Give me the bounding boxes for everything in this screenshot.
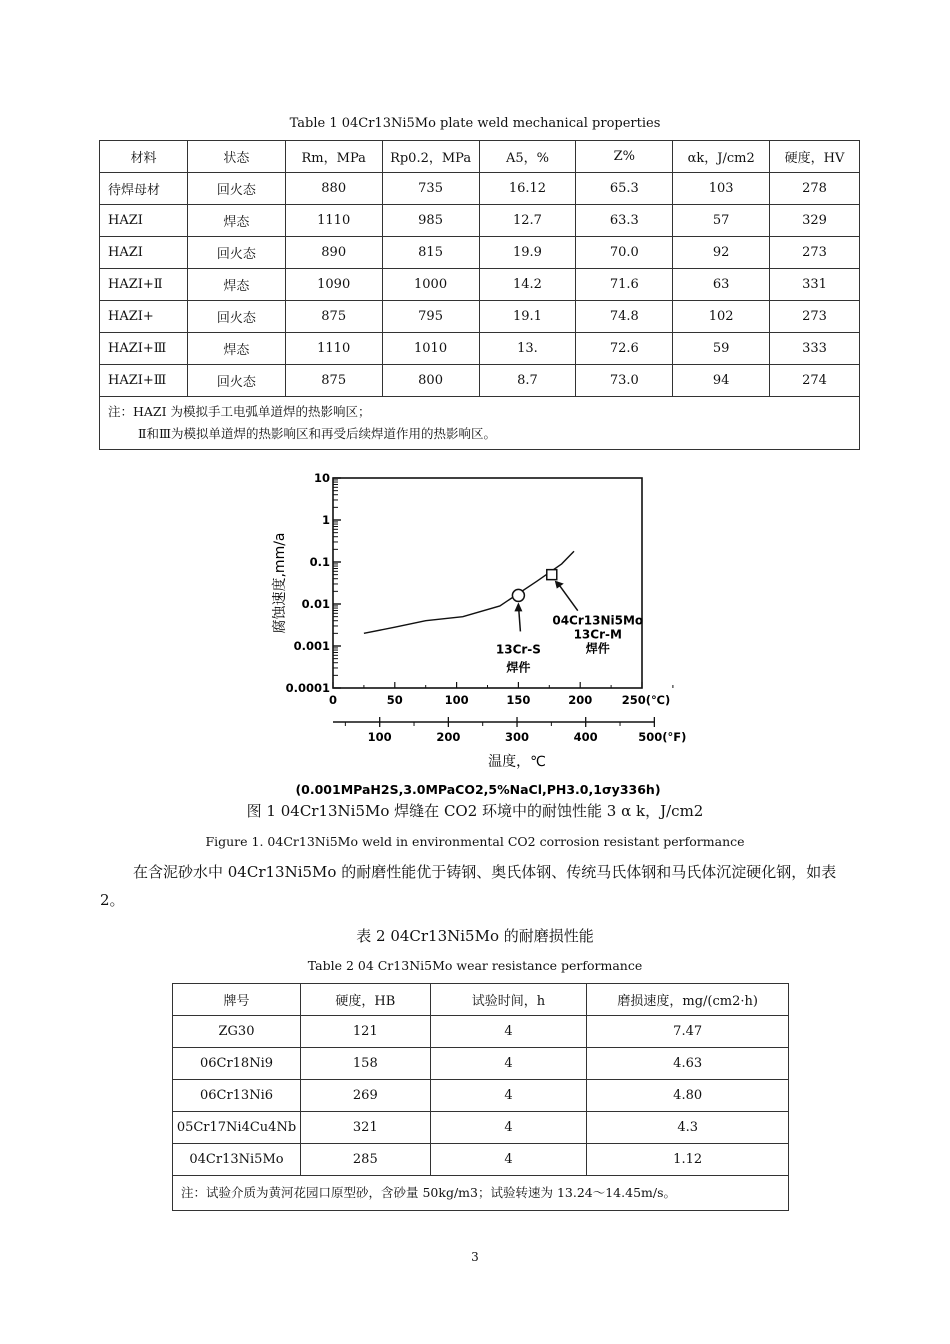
table2-cell: 4.3 (587, 1112, 789, 1144)
table1-cell: 19.9 (479, 237, 576, 269)
table1-cell: 焊态 (187, 269, 285, 301)
corrosion-chart (260, 468, 700, 798)
table1-cell: 70.0 (576, 237, 673, 269)
x-axis-title: 温度，℃ (488, 754, 546, 770)
table1-note-line1: 注：HAZI 为模拟手工电弧单道焊的热影响区； (108, 404, 371, 419)
table1-cell: 63.3 (576, 205, 673, 237)
table2-cell: 4.80 (587, 1080, 789, 1112)
table1-note-row (100, 397, 860, 450)
table2-cell: 285 (300, 1144, 430, 1176)
table1-note (100, 397, 860, 450)
table1-row (100, 365, 860, 397)
table1-row (100, 237, 860, 269)
y-tick-label: 0.1 (309, 555, 330, 569)
table2-header-cell: 磨损速度，mg/(cm2·h) (587, 984, 789, 1016)
y-tick-label: 0.001 (293, 639, 330, 653)
table2-cell: 7.47 (587, 1016, 789, 1048)
table1-cell: 焊态 (187, 333, 285, 365)
table1-row (100, 173, 860, 205)
table1-header-cell: Rp0.2，MPa (382, 141, 479, 173)
table2-row (173, 1080, 789, 1112)
table2-cell: 4 (430, 1016, 587, 1048)
table1-cell: 回火态 (187, 173, 285, 205)
table1-cell: 1110 (285, 205, 382, 237)
table1-cell: 1090 (285, 269, 382, 301)
table1-cell: 985 (382, 205, 479, 237)
table1-row (100, 301, 860, 333)
table1-cell: 890 (285, 237, 382, 269)
table2-cell: ZG30 (173, 1016, 301, 1048)
x2-tick-label: 500(°F) (638, 730, 687, 744)
table1-cell: 94 (673, 365, 770, 397)
table1-header-row (100, 141, 860, 173)
table1-cell: 102 (673, 301, 770, 333)
table1-cell: 333 (770, 333, 860, 365)
table1-header-cell: Rm，MPa (285, 141, 382, 173)
table1-cell: HAZI+ (100, 301, 188, 333)
table2-cell: 1.12 (587, 1144, 789, 1176)
table2-header-cell: 牌号 (173, 984, 301, 1016)
table2-cell: 06Cr18Ni9 (173, 1048, 301, 1080)
table1-cell: 1110 (285, 333, 382, 365)
table2-header-cell: 硬度，HB (300, 984, 430, 1016)
plot-frame (333, 478, 642, 688)
table2-cell: 4.63 (587, 1048, 789, 1080)
x-tick-label: 250(℃) (621, 693, 671, 707)
table1-note-line2: Ⅱ和Ⅲ为模拟单道焊的热影响区和再受后续焊道作用的热影响区。 (138, 426, 497, 441)
table1-cell: HAZI+Ⅲ (100, 365, 188, 397)
x2-tick-label: 100 (367, 730, 392, 744)
series-line (364, 551, 574, 633)
table1-cell: 59 (673, 333, 770, 365)
body-paragraph: 在含泥砂水中 04Cr13Ni5Mo 的耐磨性能优于铸钢、奥氏体钢、传统马氏体钢和马氏体沉淀硬化钢，如表 2。 (100, 863, 837, 909)
table1-cell: HAZI (100, 237, 188, 269)
x-tick-label: 0 (328, 693, 338, 707)
x2-tick-label: 300 (505, 730, 530, 744)
table2-header-row (173, 984, 789, 1016)
table1-row (100, 333, 860, 365)
table1-cell: 273 (770, 301, 860, 333)
table1-cell: 14.2 (479, 269, 576, 301)
table2-cell: 06Cr13Ni6 (173, 1080, 301, 1112)
label-13cr-m: 13Cr-M (573, 627, 622, 642)
label-13cr-s: 13Cr-S (495, 642, 541, 657)
table2-cell: 4 (430, 1080, 587, 1112)
table1-cell: 13. (479, 333, 576, 365)
label-04cr13ni5mo: 04Cr13Ni5Mo (552, 613, 644, 628)
table1-cell: 1000 (382, 269, 479, 301)
page-number: 3 (471, 1250, 479, 1264)
table1-header-cell: αk，J/cm2 (673, 141, 770, 173)
table1-cell: HAZI+Ⅱ (100, 269, 188, 301)
table1-cell: 274 (770, 365, 860, 397)
table2-caption-cn: 表 2 04Cr13Ni5Mo 的耐磨损性能 (356, 927, 594, 945)
y-tick-label: 1 (321, 513, 330, 527)
table1-row (100, 269, 860, 301)
table2-row (173, 1144, 789, 1176)
table1-cell: 71.6 (576, 269, 673, 301)
table1-caption: Table 1 04Cr13Ni5Mo plate weld mechanical properties (289, 116, 661, 131)
test-condition: (0.001MPaH2S,3.0MPaCO2,5%NaCl,PH3.0,1σy336h) (295, 782, 661, 797)
table1-cell: 72.6 (576, 333, 673, 365)
x2-tick-label: 200 (436, 730, 461, 744)
table2-row (173, 1048, 789, 1080)
table1-cell: 57 (673, 205, 770, 237)
table1-header-cell: 状态 (187, 141, 285, 173)
table1-cell: 880 (285, 173, 382, 205)
y-tick-label: 10 (313, 471, 330, 485)
table1-cell: HAZI (100, 205, 188, 237)
table1-cell: 273 (770, 237, 860, 269)
x-tick-label: 50 (386, 693, 403, 707)
table1-cell: HAZI+Ⅲ (100, 333, 188, 365)
table1-cell: 16.12 (479, 173, 576, 205)
table2-caption-en: Table 2 04 Cr13Ni5Mo wear resistance performance (307, 958, 643, 973)
table2 (172, 983, 789, 1211)
label-13cr-m-weld: 焊件 (585, 641, 610, 656)
table1-cell: 329 (770, 205, 860, 237)
table1-cell: 875 (285, 301, 382, 333)
table2-header-cell: 试验时间，h (430, 984, 587, 1016)
table2-cell: 269 (300, 1080, 430, 1112)
table1-header-cell: Z% (576, 141, 673, 173)
table1-cell: 735 (382, 173, 479, 205)
table1-cell: 回火态 (187, 237, 285, 269)
table2-cell: 4 (430, 1112, 587, 1144)
table1-header-cell: 材料 (100, 141, 188, 173)
table1-cell: 回火态 (187, 365, 285, 397)
table1-cell: 73.0 (576, 365, 673, 397)
x-tick-label: 150 (506, 693, 531, 707)
table2-note-row (173, 1176, 789, 1211)
label-13cr-s-weld: 焊件 (506, 660, 531, 675)
table1-cell: 331 (770, 269, 860, 301)
table1-cell: 815 (382, 237, 479, 269)
table1-cell: 8.7 (479, 365, 576, 397)
table1-cell: 65.3 (576, 173, 673, 205)
table1-cell: 103 (673, 173, 770, 205)
table2-row (173, 1112, 789, 1144)
table2-cell: 121 (300, 1016, 430, 1048)
x-tick-label: 200 (568, 693, 593, 707)
table2-cell: 04Cr13Ni5Mo (173, 1144, 301, 1176)
table2-cell: 321 (300, 1112, 430, 1144)
table2-cell: 4 (430, 1144, 587, 1176)
table1-header-cell: A5，% (479, 141, 576, 173)
table1-cell: 278 (770, 173, 860, 205)
figure1-caption-en: Figure 1. 04Cr13Ni5Mo weld in environmental CO2 corrosion resistant performance (205, 834, 745, 849)
table1-cell: 800 (382, 365, 479, 397)
table1-cell: 12.7 (479, 205, 576, 237)
marker-13cr-s (512, 589, 524, 601)
table1-cell: 焊态 (187, 205, 285, 237)
table1-row (100, 205, 860, 237)
x2-tick-label: 400 (573, 730, 598, 744)
table1-cell: 875 (285, 365, 382, 397)
arrowhead-13cr-s (514, 602, 522, 611)
table2-note: 注：试验介质为黄河花园口原型砂，含砂量 50kg/m3；试验转速为 13.24～14.45m/s。 (173, 1176, 789, 1211)
table1-cell: 92 (673, 237, 770, 269)
table2-cell: 4 (430, 1048, 587, 1080)
table1-cell: 63 (673, 269, 770, 301)
table1-cell: 待焊母材 (100, 173, 188, 205)
table2-cell: 158 (300, 1048, 430, 1080)
y-tick-label: 0.0001 (285, 681, 330, 695)
y-axis-title: 腐蚀速度,mm/a (272, 532, 288, 634)
table2-cell: 05Cr17Ni4Cu4Nb (173, 1112, 301, 1144)
marker-04cr13ni5mo (547, 570, 557, 580)
table1-cell: 795 (382, 301, 479, 333)
y-tick-label: 0.01 (301, 597, 330, 611)
table1-cell: 74.8 (576, 301, 673, 333)
table1-cell: 19.1 (479, 301, 576, 333)
table1-cell: 回火态 (187, 301, 285, 333)
table1 (99, 140, 860, 450)
figure1-caption-cn: 图 1 04Cr13Ni5Mo 焊缝在 CO2 环境中的耐蚀性能 3 α k，J/cm2 (246, 802, 704, 820)
table1-header-cell: 硬度，HV (770, 141, 860, 173)
arrowhead-04cr13ni5mo (555, 581, 564, 589)
table1-cell: 1010 (382, 333, 479, 365)
table2-row (173, 1016, 789, 1048)
x-tick-label: 100 (444, 693, 469, 707)
